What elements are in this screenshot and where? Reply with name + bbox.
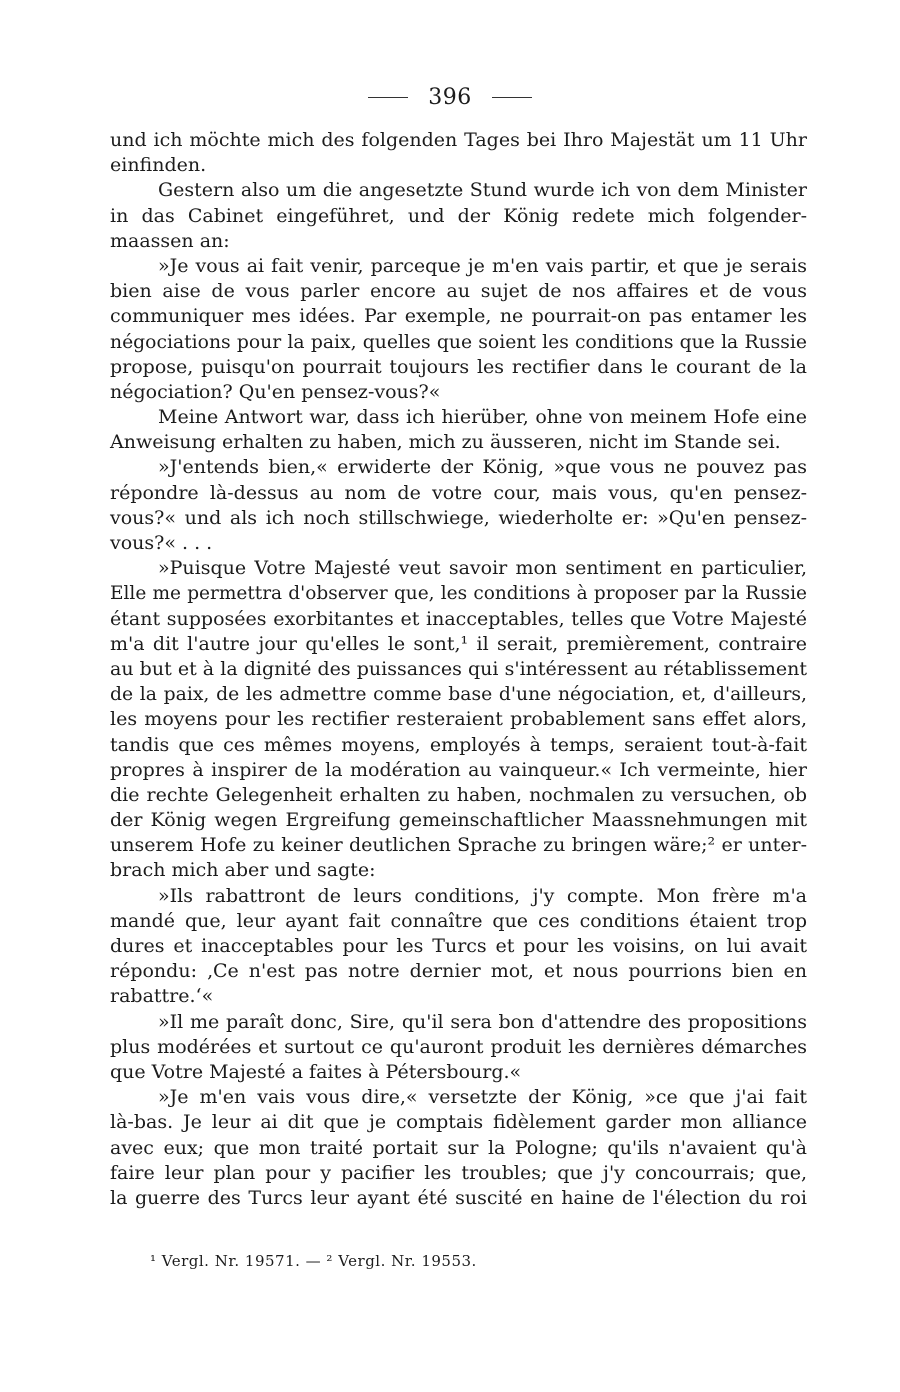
- text-line: dures et inacceptables pour les Turcs et pour les voisins, on lui avait: [110, 935, 807, 957]
- text-line: répondre là-dessus au nom de votre cour, mais vous, qu'en pensez-: [110, 481, 807, 504]
- text-line: négociations pour la paix, quelles que soient les conditions que la Russie: [110, 331, 807, 353]
- text-line: répondu: ‚Ce n'est pas notre dernier mot, et nous pourrions bien en: [110, 960, 807, 983]
- text-line: maassen an:: [110, 229, 230, 252]
- text-line: rabattre.‘«: [110, 985, 214, 1008]
- text-line: communiquer mes idées. Par exemple, ne pourrait-on pas entamer les: [110, 305, 807, 328]
- text-line: tandis que ces mêmes moyens, employés à temps, seraient tout-à-fait: [110, 733, 807, 756]
- text-line: avec eux; que mon traité portait sur la Pologne; qu'ils n'avaient qu'à: [110, 1136, 807, 1159]
- text-line: bien aise de vous parler encore au sujet de nos affaires et de vous: [110, 280, 807, 303]
- text-line: la guerre des Turcs leur ayant été suscité en haine de l'élection du roi: [110, 1186, 807, 1209]
- text-line: étant supposées exorbitantes et inacceptables, telles que Votre Majesté: [110, 607, 807, 630]
- text-line: brach mich aber und sagte:: [110, 859, 376, 882]
- text-line: Anweisung erhalten zu haben, mich zu äusseren, nicht im Stande sei.: [110, 431, 781, 454]
- text-line: négociation? Qu'en pensez-vous?«: [110, 380, 441, 403]
- text-line: au but et à la dignité des puissances qui s'intéressent au rétablissement: [110, 657, 807, 680]
- footnotes: ¹ Vergl. Nr. 19571. — ² Vergl. Nr. 19553.: [150, 1252, 477, 1270]
- text-line: de la paix, de les admettre comme base d'une négociation, et, d'ailleurs,: [110, 684, 807, 706]
- text-line: faire leur plan pour y pacifier les troubles; que j'y concourrais; que,: [110, 1161, 807, 1184]
- text-line: plus modérées et surtout ce qu'auront produit les dernières démarches: [110, 1035, 807, 1058]
- page-header: [0, 80, 900, 114]
- text-line: »Je m'en vais vous dire,« versetzte der König, »ce que j'ai fait: [158, 1086, 807, 1109]
- header-rule-right: [492, 97, 532, 98]
- text-line: mandé que, leur ayant fait connaître que ces conditions étaient trop: [110, 909, 807, 932]
- text-line: vous?« und als ich noch stillschwiege, wiederholte er: »Qu'en pensez-: [110, 506, 807, 529]
- text-line: unserem Hofe zu keiner deutlichen Sprache zu bringen wäre;² er unter-: [110, 834, 807, 857]
- text-line: Meine Antwort war, dass ich hierüber, ohne von meinem Hofe eine: [158, 406, 807, 429]
- text-line: là-bas. Je leur ai dit que je comptais fidèlement garder mon alliance: [110, 1111, 807, 1134]
- text-line: vous?« . . .: [110, 532, 213, 554]
- text-line: »Je vous ai fait venir, parceque je m'en vais partir, et que je serais: [158, 254, 807, 277]
- text-line: Elle me permettra d'observer que, les conditions à proposer par la Russie: [110, 583, 807, 605]
- page-number: 396: [428, 84, 472, 110]
- text-line: les moyens pour les rectifier resteraient probablement sans effet alors,: [110, 708, 807, 731]
- text-line: que Votre Majesté a faites à Pétersbourg.«: [110, 1060, 522, 1083]
- text-line: in das Cabinet eingeführet, und der König redete mich folgender-: [110, 204, 807, 227]
- text-line: propres à inspirer de la modération au vainqueur.« Ich vermeinte, hier: [110, 758, 807, 781]
- text-line: propose, puisqu'on pourrait toujours les rectifier dans le courant de la: [110, 355, 807, 378]
- text-line: »J'entends bien,« erwiderte der König, »que vous ne pouvez pas: [158, 456, 807, 479]
- text-line: »Ils rabattront de leurs conditions, j'y compte. Mon frère m'a: [158, 884, 807, 907]
- text-line: m'a dit l'autre jour qu'elles le sont,¹ il serait, premièrement, contraire: [110, 632, 807, 655]
- text-line: der König wegen Ergreifung gemeinschaftlicher Maassnehmungen mit: [110, 809, 807, 832]
- body-text: [110, 128, 807, 1211]
- text-line: »Il me paraît donc, Sire, qu'il sera bon d'attendre des propositions: [158, 1010, 807, 1033]
- text-line: Gestern also um die angesetzte Stund wurde ich von dem Minister: [158, 179, 807, 202]
- text-line: die rechte Gelegenheit erhalten zu haben, nochmalen zu versuchen, ob: [110, 783, 807, 806]
- text-line: und ich möchte mich des folgenden Tages bei Ihro Majestät um 11 Uhr: [110, 129, 807, 151]
- text-line: »Puisque Votre Majesté veut savoir mon sentiment en particulier,: [158, 557, 807, 580]
- header-rule-left: [368, 97, 408, 98]
- text-line: einfinden.: [110, 154, 207, 177]
